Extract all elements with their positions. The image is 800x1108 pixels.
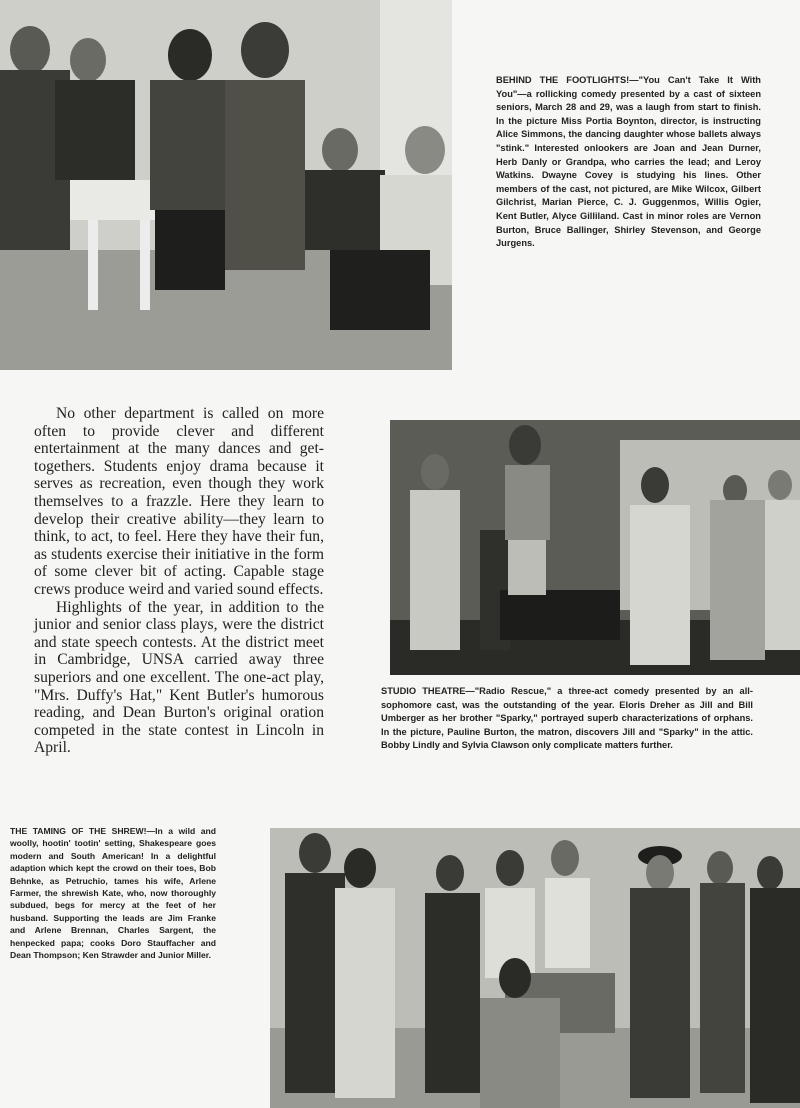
- photo-studio-theatre: [390, 420, 800, 675]
- body-text: [34, 405, 324, 757]
- photo-taming-of-the-shrew: [270, 828, 800, 1108]
- caption-shrew-heading: THE TAMING OF THE SHREW!—: [10, 826, 156, 836]
- caption-footlights-heading: BEHIND THE FOOTLIGHTS!—: [496, 75, 639, 85]
- caption-studio-heading: STUDIO THEATRE—: [381, 686, 475, 696]
- caption-footlights-text: "You Can't Take It With You"—a rollicking comedy presented by a cast of sixteen seniors, March 28 and 29, was a laugh from start to finish. In the picture Miss Portia Boynton, director, is instructing Alice Simmons, the dancing daughter whose ballets always "stink." Interested onlookers are Joan and Jean Durner, Herb Danly or Grandpa, who carries the lead; and Leroy Watkins. Dwayne Covey is studying his lines. Other members of the cast, not pictured, are Mike Wilcox, Gilbert Gilchrist, Marian Pierce, C. J. Guggenmos, Willis Ogier, Kent Butler, Alyce Gilliland. Cast in minor roles are Vernon Burton, Bruce Ballinger, Shirley Stevenson, and George Jurgens.: [496, 75, 761, 249]
- caption-studio-text: "Radio Rescue," a three-act comedy presented by an all-sophomore cast, was the outstanding of the year. Eloris Dreher as Jill and Bill Umberger as her brother "Sparky," portrayed superb characterizations of orphans. In the picture, Pauline Burton, the matron, discovers Jill and "Sparky" in the attic. Bobby Lindly and Sylvia Clawson only complicate matters further.: [381, 686, 753, 751]
- photo-rehearsal: [0, 0, 452, 370]
- caption-studio-theatre: [381, 685, 753, 753]
- body-paragraph-2: Highlights of the year, in addition to the junior and senior class plays, were the district and state speech contests. At the district meet in Cambridge, UNSA carried away three superiors and one excellent. The one-act play, "Mrs. Duffy's Hat," Kent Butler's humorous reading, and Dean Burton's original oration competed in the state contest in Lincoln in April.: [34, 598, 324, 757]
- caption-footlights: [496, 74, 761, 251]
- caption-shrew-text: In a wild and woolly, hootin' tootin' setting, Shakespeare goes modern and South American! In a delightful adaption which kept the crowd on their toes, Bob Behnke, as Petruchio, tames his wife, Arlene Farmer, the shrewish Kate, who, now thoroughly subdued, begs for mercy at the feet of her husband. Supporting the leads are Jim Franke and Arlene Brennan, Charles Sargent, the henpecked papa; cooks Doro Stauffacher and Dean Thompson; Ken Strawder and Junior Miller.: [10, 826, 216, 961]
- body-paragraph-1: No other department is called on more often to provide clever and different entertainment at the many dances and get-togethers. Students enjoy drama because it serves as recreation, even though they work themselves to a frazzle. Here they learn to develop their creative ability—they learn to think, to act, to feel. Here they have their fun, as students exercise their initiative in the form of some clever bit of acting. Capable stage crews produce weird and varied sound effects.: [34, 405, 324, 598]
- caption-taming-of-the-shrew: [10, 825, 216, 961]
